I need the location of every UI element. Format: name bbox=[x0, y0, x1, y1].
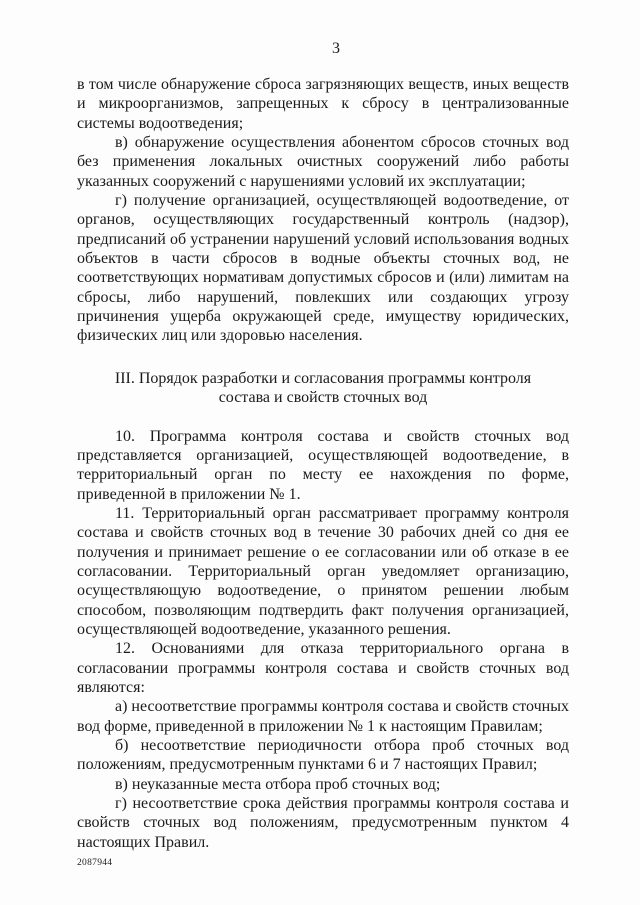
paragraph-subitem-g: г) получение организацией, осуществляющей водоотведение, от органов, осуществляющих государственный контроль (надзор), предписаний об устранении нарушений условий использования водных объектов в части сбросов в водные объекты сточных вод, не соответствующих нормативам допустимых сбросов и (или) лимитам на сбросы, либо нарушений, повлекших или создающих угрозу причинения ущерба окружающей среде, имуществу юридических, физических лиц или здоровью населения. bbox=[77, 192, 569, 345]
paragraph-subitem-v: в) обнаружение осуществления абонентом сбросов сточных вод без применения локальных очистных сооружений либо работы указанных сооружений с нарушениями условий их эксплуатации; bbox=[77, 134, 569, 190]
paragraph-12-subitem-a: а) несоответствие программы контроля состава и свойств сточных вод форме, приведенной в приложении № 1 к настоящим Правилам; bbox=[77, 698, 569, 735]
page-number: 3 bbox=[332, 40, 340, 57]
paragraph-intro-continuation: в том числе обнаружение сброса загрязняющих веществ, иных веществ и микроорганизмов, запрещенных к сбросу в централизованные системы водоотведения; bbox=[77, 76, 569, 132]
paragraph-12-subitem-v: в) неуказанные места отбора проб сточных вод; bbox=[115, 775, 441, 793]
footer-document-code: 2087944 bbox=[77, 858, 113, 868]
paragraph-12: 12. Основаниями для отказа территориального органа в согласовании программы контроля состава и свойств сточных вод являются: bbox=[77, 640, 569, 696]
page-content bbox=[77, 75, 569, 852]
paragraph-12-subitem-b: б) несоответствие периодичности отбора проб сточных вод положениям, предусмотренным пунктами 6 и 7 настоящих Правил; bbox=[77, 737, 569, 774]
paragraph-12-subitem-g: г) несоответствие срока действия программы контроля состава и свойств сточных вод положениям, предусмотренным пунктом 4 настоящих Правил. bbox=[77, 795, 569, 851]
section-heading-line1: III. Порядок разработки и согласования программы контроля bbox=[114, 369, 532, 387]
section-heading-line2: состава и свойств сточных вод bbox=[218, 389, 428, 407]
section-heading bbox=[77, 369, 569, 408]
paragraph-10: 10. Программа контроля состава и свойств сточных вод представляется организацией, осуществляющей водоотведение, в территориальный орган по месту ее нахождения по форме, приведенной в приложении № 1. bbox=[77, 427, 569, 503]
paragraph-11: 11. Территориальный орган рассматривает программу контроля состава и свойств сточных вод в течение 30 рабочих дней со дня ее получения и принимает решение о ее согласовании или об отказе в ее согласовании. Территориальный орган уведомляет организацию, осуществляющую водоотведение, о принятом решении любым способом, позволяющим подтвердить факт получения организацией, осуществляющей водоотведение, указанного решения. bbox=[77, 504, 569, 638]
